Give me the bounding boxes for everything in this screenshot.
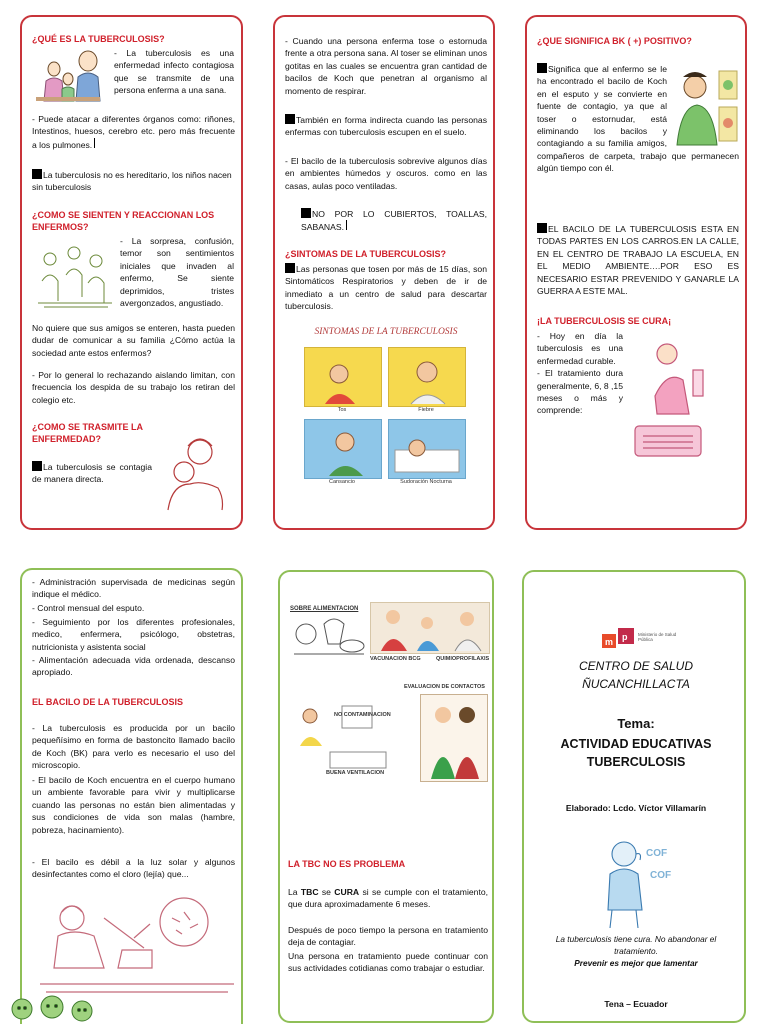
vaccination-image xyxy=(370,602,490,654)
panel-cover xyxy=(522,570,746,1023)
tiredness-icon xyxy=(305,420,381,478)
text-tb-definition: - La tuberculosis es una enfermedad infecto contagiosa que se transmite de una persona enferma a una sana. xyxy=(114,48,234,96)
text-stops-contagion: Después de poco tiempo la persona en tratamiento deja de contagiar. xyxy=(288,925,488,948)
fever-icon xyxy=(389,348,465,406)
title-line1: ACTIVIDAD EDUCATIVAS xyxy=(560,737,712,751)
tema-label: Tema: xyxy=(617,716,655,731)
text-se: se xyxy=(318,887,335,897)
text-hereditary-content: La tuberculosis no es hereditario, los niños nacen sin tuberculosis xyxy=(32,170,232,193)
label-ventilation: BUENA VENTILACION xyxy=(326,770,385,776)
text-symptoms-content: Las personas que tosen por más de 15 días, son Sintomáticos Respiratorios y deben de ir de inmediato a un centro de salud para descartar tuberculosis. xyxy=(285,264,487,312)
text-daily-activities: Una persona en tratamiento puede continuar con sus actividades cotidianas como trabajar o estudiar. xyxy=(288,951,488,974)
heading-tb-curable: ¡LA TUBERCULOSIS SE CURA¡ xyxy=(537,316,672,326)
location: Tena – Ecuador xyxy=(604,999,668,1009)
text-la: La xyxy=(288,887,301,897)
doctors-icon xyxy=(421,695,487,781)
text-direct-contagion-content: La tuberculosis se contagia de manera directa. xyxy=(32,462,152,485)
label-chemoprophylaxis: QUIMIOPROFILAXIS xyxy=(436,656,490,662)
text-cura: CURA xyxy=(334,887,360,897)
text-tbc-cure xyxy=(288,886,488,911)
text-not-utensils xyxy=(301,208,487,234)
svg-text:p: p xyxy=(622,632,628,642)
text-survives: - El bacilo de la tuberculosis sobrevive algunos días en ambientes húmedos y oscuros. como en las casas, aulas poco ventiladas. xyxy=(285,156,487,191)
group-sketch-illustration xyxy=(34,241,116,315)
text-tbc: TBC xyxy=(300,887,319,897)
text-rejection: - Por lo general lo rechazando aislando limitan, con frecuencia los despida de su trabajo los retiran del colegio etc. xyxy=(32,370,235,405)
text-bacillus-everywhere-content: EL BACILO DE LA TUBERCULOSIS ESTA EN TODAS PARTES EN LOS CARROS.EN LA CALLE, EN EL CENTRO DE TRABAJO LA ESCUELA, EN EL MEDIO AMBIENTE….POR ESO ES NECESARIO ESTAR PREVENIDO Y GANARLE LA GUERRA A ESTE MAL. xyxy=(537,224,739,297)
heading-transmission: ¿COMO SE TRASMITE LA ENFERMEDAD? xyxy=(32,422,143,445)
food-icon xyxy=(290,614,368,664)
panel-transmission-symptoms xyxy=(273,15,495,530)
label-night-sweat: Sudoración Nocturna xyxy=(400,479,452,485)
center-name-line1: CENTRO DE SALUD xyxy=(578,659,694,673)
svg-text:m: m xyxy=(605,637,614,647)
label-contacts: EVALUACION DE CONTACTOS xyxy=(404,684,485,690)
panel-what-is-tb xyxy=(20,15,243,530)
quote-treatment: La tuberculosis tiene cura. No abandonar el tratamiento. xyxy=(555,934,717,956)
cof-text-2: COF xyxy=(650,870,672,881)
coughing-person-illustration xyxy=(590,834,680,930)
symptoms-poster xyxy=(300,327,472,487)
heading-how-feel: ¿COMO SE SIENTEN Y REACCIONAN LOS ENFERMOS? xyxy=(32,210,215,233)
title-line2: TUBERCULOSIS xyxy=(586,755,686,769)
text-society: No quiere que sus amigos se enteren, hasta pueden dudar de comunicar a su familia ¿Cómo actúa la sociedad ante estos enfermos? xyxy=(32,323,235,358)
vaccination-icon xyxy=(371,603,489,653)
text-cough-sneeze: - Cuando una persona enferma tose o estornuda frente a otra persona sana. Al toser se eliminan unos gotitas en las cuales se encuentra gran cantidad de bacilos de Koch que penetran al organismo al momento de respirar. xyxy=(285,36,487,96)
label-fever: Fiebre xyxy=(418,407,434,413)
text-indirect xyxy=(285,114,487,139)
medicine-illustration xyxy=(627,330,739,470)
heading-bacillus: EL BACILO DE LA TUBERCULOSIS xyxy=(32,697,184,707)
text-hereditary xyxy=(32,169,235,194)
author: Elaborado: Lcdo. Víctor Villamarín xyxy=(565,803,707,813)
ministry-logo xyxy=(602,628,702,650)
label-no-contamination: NO CONTAMINACION xyxy=(334,712,391,718)
symptoms-poster-title: SINTOMAS DE LA TUBERCULOSIS xyxy=(314,327,458,337)
text-curable xyxy=(537,330,739,470)
text-organs-content: - Puede atacar a diferentes órganos como: riñones, Intestinos, huesos, cerebro etc. pero más frecuente a los pulmones. xyxy=(32,114,235,150)
text-sunlight: - El bacilo es débil a la luz solar y algunos desinfectantes como el cloro (lejía) que... xyxy=(32,857,235,880)
text-bacillus-everywhere xyxy=(537,223,739,297)
label-cough: Tos xyxy=(337,407,347,413)
ministry-logo-icon xyxy=(602,628,636,650)
cough-icon xyxy=(305,348,381,406)
text-bk-meaning xyxy=(537,63,739,175)
text-curable-content: - Hoy en día la tuberculosis es una enfermedad curable. xyxy=(537,331,623,366)
text-bk-meaning-content: Significa que al enfermo se le ha encontrado el bacilo de Koch en el esputo y se convierte en fuente de contagio, ya que al toser o estornudar, está eliminando los bacilos y contagiando a su familia amigos, compañeros de carpeta, trabajo que permanecen algún tiempo con él. xyxy=(537,64,739,174)
heading-symptoms: ¿SINTOMAS DE LA TUBERCULOSIS? xyxy=(285,249,447,259)
coughing-man-illustration xyxy=(673,63,739,147)
symptom-cough-image xyxy=(304,347,382,407)
ministry-logo-text: Ministerio de Salud Pública xyxy=(638,632,677,642)
heading-bk-positive: ¿QUE SIGNIFICA BK ( +) POSITIVO? xyxy=(537,36,692,46)
contacts-image xyxy=(420,694,488,782)
panel-prevention xyxy=(278,570,494,1023)
text-indirect-content: También en forma indirecta cuando las personas enfermas con tuberculosis escupen en el suelo. xyxy=(285,115,487,138)
label-tiredness: Cansancio xyxy=(329,479,355,485)
text-supervised-meds: - Administración supervisada de medicinas según indique el médico. xyxy=(32,577,235,600)
panel-bacillus xyxy=(20,568,243,1024)
microscope-illustration xyxy=(34,888,240,1008)
quote-prevention: Prevenir es mejor que lamentar xyxy=(574,958,698,968)
label-bcg: VACUNACION BCG xyxy=(370,656,421,662)
text-feelings: - La sorpresa, confusión, temor son sentimientos iniciales que invaden al enfermo, Se siente deprimidos, tristes avergonzados, angustiado. xyxy=(120,236,234,309)
prevention-collage xyxy=(286,602,492,782)
mother-child-illustration xyxy=(162,432,228,512)
text-organs xyxy=(32,113,235,151)
text-treatment-duration: - El tratamiento dura generalmente, 6, 8 ,15 meses o más y comprende: xyxy=(537,368,623,416)
text-koch-bacillus: - La tuberculosis es producida por un bacilo pequeñísimo en forma de bastoncito llamado bacilo de Koch (BK) para verlo es necesario el uso del microscopio. xyxy=(32,723,235,771)
panel-bk-positive xyxy=(525,15,747,530)
text-favorable-environment: - El bacilo de Koch encuentra en el cuerpo humano un ambiente favorable para vivir y multiplicarse cuando las personas no están bien alimentadas y sus condiciones de vida son malas (hambre, pobreza, hacinamiento). xyxy=(32,775,235,835)
cof-text-1: COF xyxy=(646,848,668,859)
text-cure-rest: si se cumple con el tratamiento, que dura aproximadamente 6 meses. xyxy=(288,887,488,910)
center-name-line2: ÑUCANCHILLACTA xyxy=(582,677,690,691)
symptom-night-sweat-image xyxy=(388,419,466,479)
text-followup: - Seguimiento por los diferentes profesionales, medico, enfermera, psicólogo, obstetras, nutricionista y asistenta social xyxy=(32,617,235,652)
heading-tbc-no-problem: LA TBC NO ES PROBLEMA xyxy=(288,859,406,869)
night-sweat-icon xyxy=(389,420,465,478)
people-cartoon-illustration xyxy=(2,995,102,1024)
text-direct-contagion xyxy=(32,461,152,486)
text-not-utensils-content: NO POR LO CUBIERTOS, TOALLAS, SABANAS. xyxy=(301,209,487,233)
heading-what-is-tb: ¿QUÉ ES LA TUBERCULOSIS? xyxy=(32,34,165,44)
label-nutrition: SOBRE ALIMENTACION xyxy=(290,606,359,612)
symptom-fever-image xyxy=(388,347,466,407)
text-sputum-control: - Control mensual del esputo. xyxy=(32,603,145,613)
text-symptoms xyxy=(285,263,487,313)
text-nutrition: - Alimentación adecuada vida ordenada, descanso apropiado. xyxy=(32,655,235,678)
symptom-tiredness-image xyxy=(304,419,382,479)
family-illustration xyxy=(32,47,104,103)
